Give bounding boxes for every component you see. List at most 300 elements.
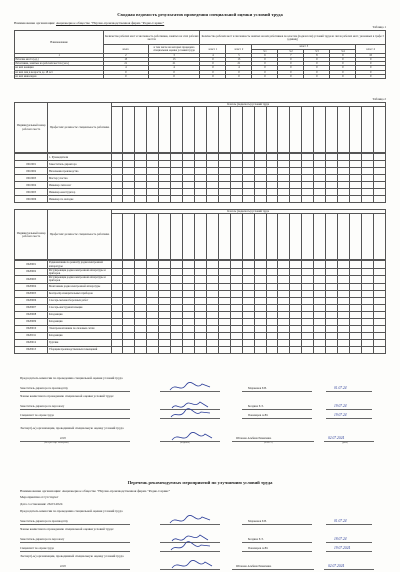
class-cell [290,175,302,182]
class-cell [183,268,195,275]
class-cell [218,175,230,182]
class-cell [290,332,302,339]
class-cell [338,290,350,297]
t1-head-classes: Количество рабочих мест и численность занятых на них работников по классам (подклассам) условий труда из числа рабочих мест, указанных в графе 3 (единиц) [200,31,386,45]
t1-col-number: 5 [226,53,252,57]
class-cell [302,283,314,290]
table-row [15,196,386,203]
class-cell [183,261,195,268]
factor-column-header [314,214,326,260]
factor-column-header [254,214,266,260]
t1-row-name: Рабочие места (ед.) [15,58,104,62]
class-cell [230,297,242,304]
class-cell [194,325,206,332]
class-cell [302,161,314,168]
signature-scribble-icon [168,381,212,393]
class-cell [218,339,230,346]
class-cell [349,189,361,196]
class-cell [373,261,385,268]
class-cell [349,268,361,275]
class-cell [349,339,361,346]
profession: Мастер участка [48,175,111,182]
t1-cell: 0 [226,70,252,74]
workplace-number: 0010004 [15,182,48,189]
class-cell [254,311,266,318]
class-cell [111,261,123,268]
class-cell [159,297,171,304]
class-cell [338,276,350,283]
class-cell [338,154,350,161]
class-cell [135,268,147,275]
class-cell [373,311,385,318]
class-cell [314,161,326,168]
class-cell [206,268,218,275]
class-cell [361,168,373,175]
class-cell [183,311,195,318]
class-cell [290,339,302,346]
class-cell [326,161,338,168]
factor-column-header [123,214,135,260]
class-cell [230,168,242,175]
class-cell [254,196,266,203]
t1-head-class1: класс 1 [200,45,226,53]
class-cell [254,297,266,304]
t1-cell: 0 [278,62,304,66]
class-cell [218,283,230,290]
table1-label: Таблица 1 [372,25,386,30]
t1-cell: 0 [278,70,304,74]
class-cell [171,332,183,339]
class-cell [278,290,290,297]
table2-label: Таблица 2 [372,97,386,102]
t1-cell: 0 [200,58,226,62]
perechen-expert-reg: 2218 [60,565,66,569]
profession: Слесарь-инструментальщик [48,304,111,311]
class-cell [326,182,338,189]
class-cell [361,182,373,189]
factor-column-header [230,214,242,260]
signature-scribble-icon [170,431,214,443]
perechen-m2-position: Специалист по охране труда [20,547,54,551]
t1-cell: 0 [252,66,278,70]
t1-cell: 0 [356,62,386,66]
class-cell [218,297,230,304]
table-row [15,346,386,353]
table-row [15,189,386,196]
class-cell [147,175,159,182]
class-cell [230,261,242,268]
t1-cell: 0 [356,66,386,70]
class-cell [206,325,218,332]
t1-head-inc: в том числе на которых проведена специальная оценка условий труда [148,45,200,53]
table-3 [14,209,386,353]
factor-column-header [349,107,361,153]
class-cell [314,318,326,325]
class-cell [314,168,326,175]
class-cell [147,189,159,196]
svod-sig-members-label: Члены комиссии по проведению специальной оценки условий труда: [20,394,114,398]
class-cell [111,290,123,297]
class-cell [159,304,171,311]
class-cell [159,154,171,161]
profession: Уборщик производственных помещений [48,346,111,353]
class-cell [361,189,373,196]
class-cell [123,175,135,182]
class-cell [349,175,361,182]
class-cell [326,283,338,290]
factor-column-header [206,214,218,260]
table-row [15,325,386,332]
class-cell [290,346,302,353]
class-cell [373,189,385,196]
t1-cell: 0 [356,58,386,62]
class-cell [123,304,135,311]
class-cell [326,154,338,161]
class-cell [171,196,183,203]
class-cell [218,290,230,297]
class-cell [242,196,254,203]
class-cell [254,189,266,196]
t1-cell: 0 [252,70,278,74]
t1-col-number: 3 [148,53,200,57]
class-cell [159,318,171,325]
perechen-title: Перечень рекомендуемых мероприятий по улучшению условий труда [127,480,273,485]
class-cell [254,339,266,346]
class-cell [147,261,159,268]
class-cell [290,283,302,290]
class-cell [183,297,195,304]
t1-col-number: 10 [356,53,386,57]
class-cell [183,318,195,325]
t1-row-name: из них лиц в возрасте до 18 лет [15,70,104,74]
class-cell [290,325,302,332]
class-cell [135,196,147,203]
class-cell [206,196,218,203]
class-cell [302,268,314,275]
class-cell [326,325,338,332]
t1-col-number: 9 [330,53,356,57]
t1-col-number: 8 [304,53,330,57]
class-cell [111,268,123,275]
class-cell [206,297,218,304]
factor-column-header [194,214,206,260]
class-cell [373,196,385,203]
profession: Электромонтажник по силовым сетям [48,325,111,332]
perechen-sig-members-label: Члены комиссии по проведению специальной оценки условий труда: [20,527,114,532]
class-cell [349,161,361,168]
class-cell [171,182,183,189]
class-cell [338,268,350,275]
class-cell [111,346,123,353]
class-cell [194,168,206,175]
t1-row-name: из них женщин [15,66,104,70]
class-cell [314,311,326,318]
class-cell [111,325,123,332]
profession: Радиомеханик по ремонту радиоэлектронной аппаратуры [48,261,111,268]
class-cell [314,268,326,275]
t1-cell: 4 [226,66,252,70]
class-cell [194,311,206,318]
class-cell [290,161,302,168]
class-cell [266,290,278,297]
class-cell [183,175,195,182]
class-cell [159,168,171,175]
class-cell [206,283,218,290]
class-cell [278,276,290,283]
class-cell [194,196,206,203]
class-cell [147,168,159,175]
class-cell [302,290,314,297]
profession: Регулировщик радиоэлектронной аппаратуры и приборов [48,268,111,275]
class-cell [206,311,218,318]
class-cell [278,261,290,268]
class-cell [206,346,218,353]
t1-cell: 0 [330,70,356,74]
class-cell [302,154,314,161]
factor-column-header [266,214,278,260]
class-cell [302,297,314,304]
class-cell [171,283,183,290]
factor-column-header [206,107,218,153]
class-cell [111,318,123,325]
class-cell [123,290,135,297]
t1-head-sub: 3.2 [278,49,304,53]
class-cell [326,304,338,311]
class-cell [242,346,254,353]
perechen-org-line: Наименование организации: Акционерное общество "Научно-производственная фирма "Радио-Сервис" [20,489,171,493]
class-cell [123,168,135,175]
class-cell [218,332,230,339]
class-cell [266,276,278,283]
class-cell [326,196,338,203]
class-cell [266,311,278,318]
class-cell [349,297,361,304]
class-cell [135,189,147,196]
class-cell [338,161,350,168]
class-cell [159,161,171,168]
workplace-number: 0020004 [15,283,48,290]
class-cell [278,339,290,346]
profession: Инженер-технолог [48,182,111,189]
class-cell [338,318,350,325]
svod-sig-chair-label: Председатель комиссии по проведению специальной оценки условий труда [20,376,123,380]
table-row [15,283,386,290]
class-cell [266,346,278,353]
factor-column-header [111,107,123,153]
t2-head-classes: Классы (подклассы) условий труда [111,103,385,107]
class-cell [206,290,218,297]
workplace-number: 0010003 [15,175,48,182]
class-cell [242,297,254,304]
class-cell [135,325,147,332]
class-cell [218,346,230,353]
class-cell [171,290,183,297]
workplace-number: 0020010 [15,325,48,332]
class-cell [361,276,373,283]
svod-m1-date: 19.07.24 [334,404,347,408]
class-cell [290,297,302,304]
perechen-chair-name: Мараканов Е.В. [248,520,267,524]
t1-cell: 0 [356,74,386,78]
class-cell [242,161,254,168]
class-cell [218,318,230,325]
class-cell [373,268,385,275]
class-cell [194,161,206,168]
class-cell [183,304,195,311]
profession: Кладовщик [48,332,111,339]
class-cell [326,276,338,283]
t1-col-number: 4 [200,53,226,57]
svod-expert-reg: 2218 [60,437,66,440]
class-cell [206,154,218,161]
class-cell [373,346,385,353]
factor-column-header [338,214,350,260]
signature-scribble-icon [168,541,212,553]
class-cell [206,304,218,311]
class-cell [278,297,290,304]
class-cell [361,346,373,353]
class-cell [159,268,171,275]
class-cell [159,283,171,290]
table-row [15,182,386,189]
factor-column-header [302,107,314,153]
factor-column-header [338,107,350,153]
table-1 [14,30,386,79]
svod-m2-name: Пономарев А.Ю. [248,414,269,417]
svod-signatures [20,376,380,444]
class-cell [326,168,338,175]
signature-scribble-icon [168,408,212,420]
workplace-number: 0010002 [15,168,48,175]
workplace-number [15,154,48,161]
factor-column-header [326,214,338,260]
workplace-number: 0010005 [15,189,48,196]
class-cell [159,339,171,346]
class-cell [183,332,195,339]
class-cell [230,290,242,297]
class-cell [361,311,373,318]
class-cell [242,283,254,290]
t1-head-class2: класс 2 [226,45,252,53]
class-cell [123,261,135,268]
t1-cell: 0 [278,58,304,62]
class-cell [254,332,266,339]
class-cell [171,346,183,353]
t1-head-sub: 3.3 [304,49,330,53]
class-cell [242,261,254,268]
class-cell [147,196,159,203]
workplace-number: 0010006 [15,196,48,203]
t1-cell: 0 [148,70,200,74]
class-cell [147,154,159,161]
class-cell [326,261,338,268]
class-cell [206,161,218,168]
factor-column-header [123,107,135,153]
class-cell [171,268,183,275]
class-cell [349,261,361,268]
factor-column-header [242,107,254,153]
class-cell [123,182,135,189]
class-cell [338,261,350,268]
class-cell [111,175,123,182]
factor-column-header [361,107,373,153]
class-cell [290,276,302,283]
class-cell [373,318,385,325]
t3-head-classes: Классы (подклассы) условий труда [111,210,385,214]
signature-scribble-icon [168,514,212,526]
class-cell [254,168,266,175]
t1-cell: 0 [330,66,356,70]
workplace-number: 0020005 [15,290,48,297]
class-cell [218,161,230,168]
table-row [15,276,386,283]
class-cell [159,311,171,318]
class-cell [242,332,254,339]
class-cell [373,325,385,332]
class-cell [230,189,242,196]
table-2 [14,102,386,203]
class-cell [230,276,242,283]
class-cell [123,318,135,325]
class-cell [242,189,254,196]
svod-org-value: Акционерное общество "Научно-производственная фирма "Радио-Сервис" [55,21,165,25]
class-cell [194,332,206,339]
class-cell [171,175,183,182]
factor-column-header [159,107,171,153]
workplace-number: 0020003 [15,276,48,283]
class-cell [159,290,171,297]
class-cell [230,196,242,203]
class-cell [123,196,135,203]
class-cell [218,325,230,332]
perechen-m2-name: Пономарев А.Ю. [248,547,269,551]
t1-cell: 0 [330,62,356,66]
class-cell [123,346,135,353]
class-cell [349,182,361,189]
class-cell [147,182,159,189]
class-cell [135,311,147,318]
class-cell [135,276,147,283]
class-cell [111,154,123,161]
class-cell [278,182,290,189]
class-cell [183,161,195,168]
class-cell [135,161,147,168]
class-cell [194,297,206,304]
class-cell [194,189,206,196]
class-cell [254,154,266,161]
class-cell [266,189,278,196]
profession: Регулировщик радиоэлектронной аппаратуры и приборов [48,276,111,283]
class-cell [123,339,135,346]
class-cell [123,283,135,290]
t1-cell: 0 [226,74,252,78]
factor-column-header [242,214,254,260]
class-cell [314,182,326,189]
class-cell [147,332,159,339]
class-cell [361,339,373,346]
table-row [15,304,386,311]
class-cell [302,346,314,353]
factor-column-header [373,214,385,260]
class-cell [135,339,147,346]
t1-cell: 13 [104,58,149,62]
t3-body [15,261,386,353]
class-cell [206,261,218,268]
class-cell [314,304,326,311]
class-cell [290,261,302,268]
t1-cell: 0 [304,66,330,70]
class-cell [147,297,159,304]
